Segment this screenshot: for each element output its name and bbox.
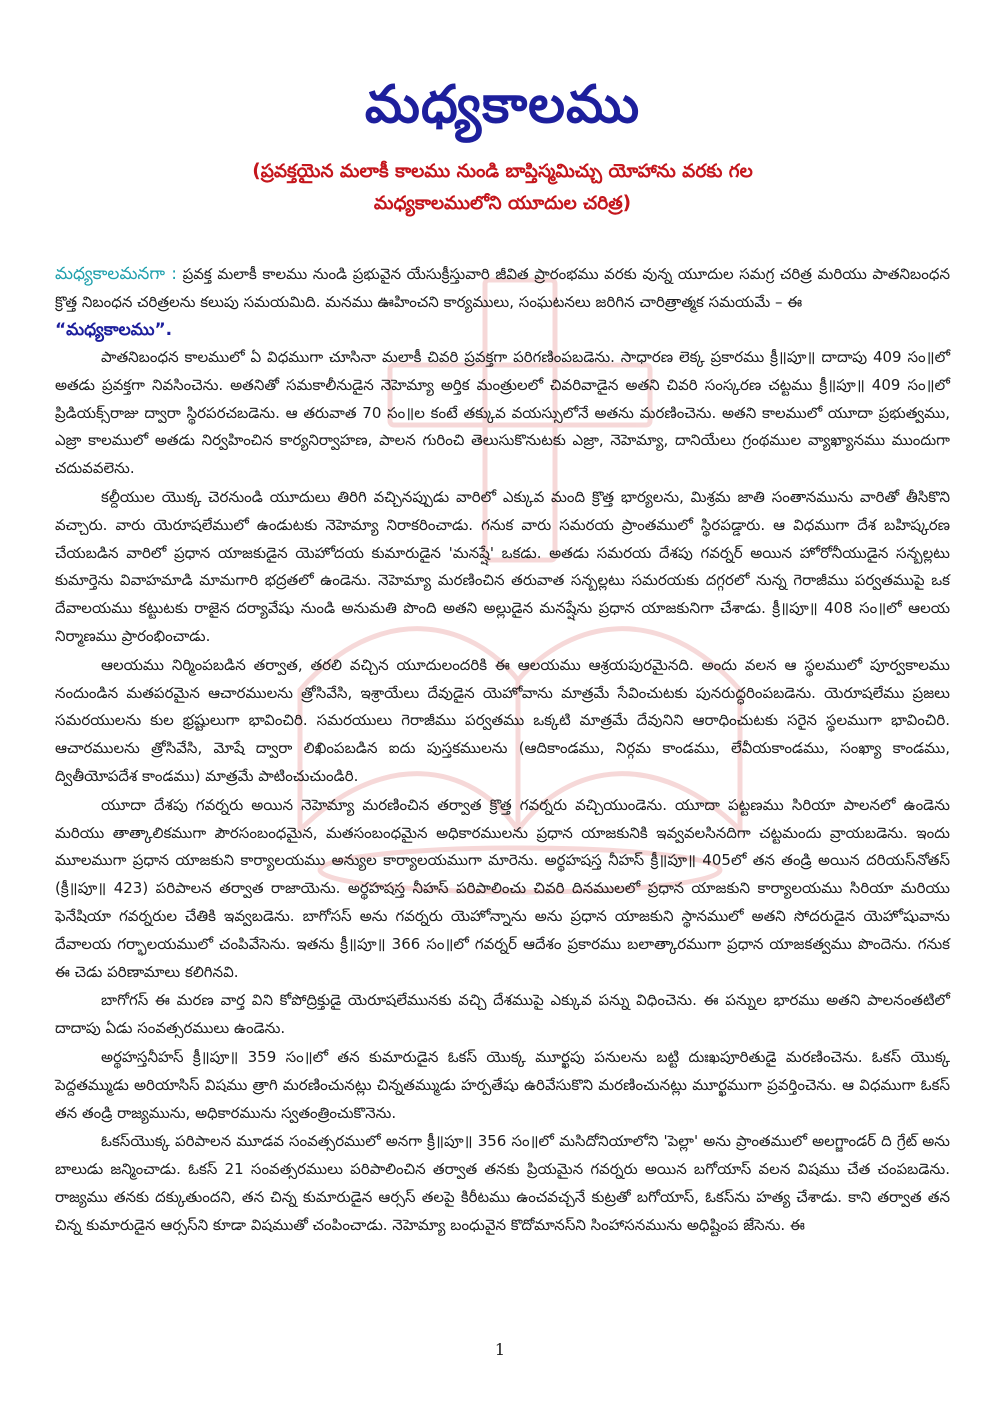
body-paragraph: ఓకస్‌యొక్క పరిపాలన మూడవ సంవత్సరములో అనగా క్రీ॥పూ॥ 356 సం॥లో మసిదోనియాలోని 'పెల్లా' అను ప్రాంతములో అలగ్జాండర్ ది గ్రేట్ అను బాలుడు జన్మించాడు. ఓకస్ 21 సంవత్సరములు పరిపాలించిన తర్వాత తనకు ప్రియమైన గవర్నరు అయిన బగోయాస్ వలన విషము చేత చంపబడెను. రాజ్యము తనకు దక్కుతుందని, తన చిన్న కుమారుడైన ఆర్సస్ తలపై కిరీటము ఉంచవచ్చనే కుట్రతో బగోయాస్, ఓకస్‌ను హత్య చేశాడు. కాని తర్వాత తన చిన్న కుమారుడైన ఆర్సస్‌ని కూడా విషముతో చంపించాడు. నెహెమ్యా బంధువైన కొదోమానస్‌ని సింహాసనమును అధిష్టింప జేసెను. ఈ [55, 1132, 950, 1234]
body-paragraph: కల్దీయుల యొక్క చెరనుండి యూదులు తిరిగి వచ్చినప్పుడు వారిలో ఎక్కువ మంది క్రొత్త భార్యలను, మిశ్రమ జాతి సంతానమును వారితో తీసికొని వచ్చారు. వారు యెరూషలేములో ఉండుటకు నెహెమ్యా నిరాకరించాడు. గనుక వారు సమరయ ప్రాంతములో స్థిరపడ్డారు. ఆ విధముగా దేశ బహిష్కరణ చేయబడిన వారిలో ప్రధాన యాజకుడైన యెహోదయ కుమారుడైన 'మనష్షే' ఒకడు. అతడు సమరయ దేశపు గవర్నర్ అయిన హోరోనీయుడైన సన్బల్లటు కుమార్తెను వివాహమాడి మామగారి భద్రతలో ఉండెను. నెహెమ్యా మరణించిన తరువాత సన్బల్లటు సమరయకు దగ్గరలో నున్న గెరాజీము పర్వతముపై ఒక దేవాలయము కట్టుటకు రాజైన దర్యావేషు నుండి అనుమతి పొంది అతని అల్లుడైన మనష్షేను ప్రధాన యాజకునిగా చేశాడు. క్రీ॥పూ॥ 408 సం॥లో ఆలయ నిర్మాణము ప్రారంభించాడు. [55, 487, 950, 645]
page-number: 1 [494, 1340, 506, 1359]
subtitle-line-2: మధ్యకాలములోని యూదుల చరిత్ర) [373, 193, 632, 214]
lead-label: మధ్యకాలమనగా : [55, 264, 177, 284]
body-paragraph: యూదా దేశపు గవర్నరు అయిన నెహెమ్యా మరణించిన తర్వాత క్రొత్త గవర్నరు వచ్చియుండెను. యూదా పట్టణము సిరియా పాలనలో ఉండెను మరియు తాత్కాలికముగా పౌరసంబంధమైన, మతసంబంధమైన అధికారములను ప్రధాన యాజకునికి ఇవ్వవలసినదిగా చట్టమందు వ్రాయబడెను. ఇందు మూలముగా ప్రధాన యాజకుని కార్యాలయము అన్యుల కార్యాలయముగా మారెను. అర్థహషస్త నీహస్ క్రీ॥పూ॥ 405లో తన తండ్రి అయిన దరియస్‌నోతస్ (క్రీ॥పూ॥ 423) పరిపాలన తర్వాత రాజాయెను. అర్థహషస్త నీహస్ పరిపాలించు చివరి దినములలో ప్రధాన యాజకుని కార్యాలయము సిరియా మరియు ఫెనేషియా గవర్నరుల చేతికి ఇవ్వబడెను. బాగోసస్ అను గవర్నరు యెహోన్నాను అను ప్రధాన యాజకుని స్థానములో అతని సోదరుడైన యెహోషువాను దేవాలయ గర్భాలయములో చంపివేసెను. ఇతను క్రీ॥పూ॥ 366 సం॥లో గవర్నర్ ఆదేశం ప్రకారము బలాత్కారముగా ప్రధాన యాజకత్వము పొందెను. గనుక ఈ చెడు పరిణామాలు కలిగినవి. [55, 795, 950, 981]
body-paragraph: ఆలయము నిర్మింపబడిన తర్వాత, తరలి వచ్చిన యూదులందరికి ఈ ఆలయము ఆశ్రయపురమైనది. అందు వలన ఆ స్థలములో పూర్వకాలము నందుండిన మతపరమైన ఆచారములను త్రోసివేసి, ఇశ్రాయేలు దేవుడైన యెహోవాను మాత్రమే సేవించుటకు పునరుద్ధరింపబడెను. యెరూషలేము ప్రజలు సమరయులను కుల భ్రష్టులుగా భావించిరి. సమరయులు గెరాజీము పర్వతము ఒక్కటి మాత్రమే దేవునిని ఆరాధించుటకు సరైన స్థలముగా భావించిరి. ఆచారములను త్రోసివేసి, మోషే ద్వారా లిఖింపబడిన ఐదు పుస్తకములను (ఆదికాండము, నిర్గమ కాండము, లేవీయకాండము, సంఖ్యా కాండము, ద్వితీయోపదేశ కాండము) మాత్రమే పాటించుచుండిరి. [55, 655, 950, 785]
page-subtitle [55, 156, 950, 220]
lead-text: ప్రవక్త మలాకీ కాలము నుండి ప్రభువైన యేసుక్రీస్తువారి జీవిత ప్రారంభము వరకు వున్న యూదుల సమగ్ర చరిత్ర మరియు పాతనిబంధన క్రొత్త నిబంధన చరిత్రలను కలుపు సమయమిది. మనము ఊహించని కార్యములు, సంఘటనలు జరిగిన చారిత్రాత్మక సమయమే – ఈ [55, 265, 950, 311]
body-paragraph: బాగోగస్ ఈ మరణ వార్త విని కోపోద్రిక్తుడై యెరూషలేమునకు వచ్చి దేశముపై ఎక్కువ పన్ను విధించెను. ఈ పన్నుల భారము అతని పాలనంతటిలో దాదాపు ఏడు సంవత్సరములు ఉండెను. [55, 991, 950, 1038]
body-paragraph: పాతనిబంధన కాలములో ఏ విధముగా చూసినా మలాకీ చివరి ప్రవక్తగా పరిగణింపబడెను. సాధారణ లెక్క ప్రకారము క్రీ॥పూ॥ దాదాపు 409 సం॥లో అతడు ప్రవక్తగా నివసించెను. అతనితో సమకాలీనుడైన నెహెమ్యా అర్తిక మంత్రులలో చివరివాడైన అతని చివరి సంస్కరణ చట్టము క్రీ॥పూ॥ 409 సం॥లో ప్రిడియక్స్‌రాజు ద్వారా స్థిరపరచబడెను. ఆ తరువాత 70 సం॥ల కంటే తక్కువ వయస్సులోనే అతను మరణించెను. అతని కాలములో యూదా ప్రభుత్వము, ఎజ్రా కాలములో అతడు నిర్వహించిన కార్యనిర్వాహణ, పాలన గురించి తెలుసుకొనుటకు ఎజ్రా, నెహెమ్యా, దానియేలు గ్రంథముల వ్యాఖ్యానము ముందుగా చదువవలెను. [55, 348, 950, 478]
lead-paragraph [55, 260, 950, 344]
lead-highlight: “మధ్యకాలము”. [55, 320, 173, 340]
body-paragraph: అర్థహస్తనీహస్ క్రీ॥పూ॥ 359 సం॥లో తన కుమారుడైన ఓకస్ యొక్క మూర్ఖపు పనులను బట్టి దుఃఖపూరితుడై మరణించెను. ఓకస్ యొక్క పెద్దతమ్ముడు అరియాసిస్ విషము త్రాగి మరణించునట్లు చిన్నతమ్ముడు హర్పతేషు ఉరివేసుకొని మరణించునట్లు మూర్ఖముగా ప్రవర్తించెను. ఆ విధముగా ఓకస్ తన తండ్రి రాజ్యమును, అధికారమును స్వతంత్రించుకొనెను. [55, 1047, 950, 1122]
subtitle-line-1: (ప్రవక్తయైన మలాకీ కాలము నుండి బాప్తిస్మమిచ్చు యోహాను వరకు గల [252, 161, 753, 182]
page-title: మధ్యకాలము [364, 75, 641, 135]
page-content [55, 60, 950, 1241]
